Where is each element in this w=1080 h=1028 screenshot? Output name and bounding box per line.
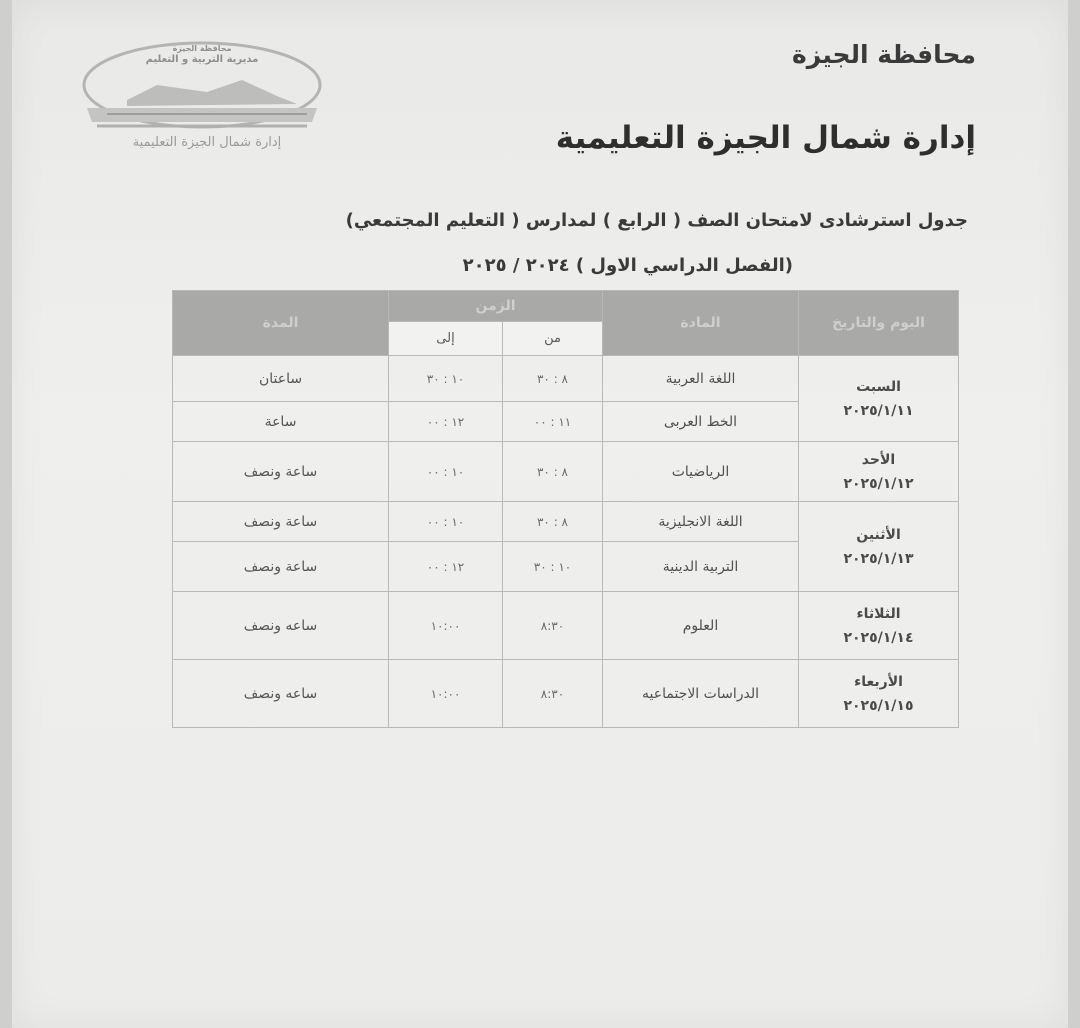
table-row bbox=[173, 502, 959, 542]
table-body bbox=[173, 356, 959, 728]
subject-cell: اللغة العربية bbox=[603, 356, 799, 402]
header-time: الزمن bbox=[389, 291, 603, 322]
subject-cell: اللغة الانجليزية bbox=[603, 502, 799, 542]
day-cell bbox=[799, 592, 959, 660]
header-duration: المدة bbox=[173, 291, 389, 356]
subject-cell: الدراسات الاجتماعيه bbox=[603, 660, 799, 728]
day-date: ٢٠٢٥/١/١١ bbox=[843, 402, 914, 419]
duration-cell: ساعتان bbox=[173, 356, 389, 402]
day-name: الأحد bbox=[861, 451, 896, 468]
table-row bbox=[173, 356, 959, 402]
time-to-cell: ١٠:٠٠ bbox=[389, 592, 503, 660]
subject-cell: الخط العربى bbox=[603, 402, 799, 442]
duration-cell: ساعة ونصف bbox=[173, 542, 389, 592]
table-row bbox=[173, 660, 959, 728]
day-name: الثلاثاء bbox=[856, 605, 901, 622]
duration-cell: ساعة ونصف bbox=[173, 442, 389, 502]
time-from-cell: ١١ : ٠٠ bbox=[503, 402, 603, 442]
exam-schedule-table bbox=[172, 290, 959, 728]
time-from-cell: ٨ : ٣٠ bbox=[503, 356, 603, 402]
time-from-cell: ١٠ : ٣٠ bbox=[503, 542, 603, 592]
document-page bbox=[12, 0, 1068, 1028]
time-to-cell: ١٠ : ٠٠ bbox=[389, 502, 503, 542]
day-name: الأربعاء bbox=[854, 673, 903, 690]
table-row bbox=[173, 592, 959, 660]
day-cell bbox=[799, 660, 959, 728]
day-name: السبت bbox=[856, 378, 901, 395]
day-name: الأثنين bbox=[856, 526, 901, 543]
day-cell bbox=[799, 502, 959, 592]
ministry-logo bbox=[67, 30, 337, 170]
logo-caption: إدارة شمال الجيزة التعليمية bbox=[132, 135, 282, 150]
logo-text-line1: محافظة الجيزة bbox=[172, 44, 232, 53]
administration-title: إدارة شمال الجيزة التعليمية bbox=[555, 120, 976, 156]
header-from: من bbox=[503, 322, 603, 356]
header-to: إلى bbox=[389, 322, 503, 356]
logo-text-line2: مديرية التربية و التعليم bbox=[145, 54, 259, 65]
time-to-cell: ١٠ : ٣٠ bbox=[389, 356, 503, 402]
time-to-cell: ١٠ : ٠٠ bbox=[389, 442, 503, 502]
duration-cell: ساعة ونصف bbox=[173, 502, 389, 542]
day-date: ٢٠٢٥/١/١٣ bbox=[843, 550, 914, 567]
time-from-cell: ٨:٣٠ bbox=[503, 592, 603, 660]
subject-cell: التربية الدينية bbox=[603, 542, 799, 592]
day-date: ٢٠٢٥/١/١٥ bbox=[843, 697, 914, 714]
time-from-cell: ٨:٣٠ bbox=[503, 660, 603, 728]
duration-cell: ساعة bbox=[173, 402, 389, 442]
time-to-cell: ١٢ : ٠٠ bbox=[389, 402, 503, 442]
table-header bbox=[173, 291, 959, 356]
header-day-date: اليوم والتاريخ bbox=[799, 291, 959, 356]
day-cell bbox=[799, 356, 959, 442]
governorate-title: محافظة الجيزة bbox=[792, 40, 976, 69]
day-date: ٢٠٢٥/١/١٤ bbox=[843, 629, 914, 646]
day-cell bbox=[799, 442, 959, 502]
header-subject: المادة bbox=[603, 291, 799, 356]
time-from-cell: ٨ : ٣٠ bbox=[503, 502, 603, 542]
time-to-cell: ١٢ : ٠٠ bbox=[389, 542, 503, 592]
term-heading: (الفصل الدراسي الاول ) ٢٠٢٤ / ٢٠٢٥ bbox=[462, 255, 793, 276]
table-row bbox=[173, 442, 959, 502]
subject-cell: الرياضيات bbox=[603, 442, 799, 502]
duration-cell: ساعه ونصف bbox=[173, 660, 389, 728]
time-to-cell: ١٠:٠٠ bbox=[389, 660, 503, 728]
schedule-heading: جدول استرشادى لامتحان الصف ( الرابع ) لمدارس ( التعليم المجتمعي) bbox=[345, 210, 968, 231]
time-from-cell: ٨ : ٣٠ bbox=[503, 442, 603, 502]
day-date: ٢٠٢٥/١/١٢ bbox=[843, 475, 914, 492]
subject-cell: العلوم bbox=[603, 592, 799, 660]
duration-cell: ساعه ونصف bbox=[173, 592, 389, 660]
